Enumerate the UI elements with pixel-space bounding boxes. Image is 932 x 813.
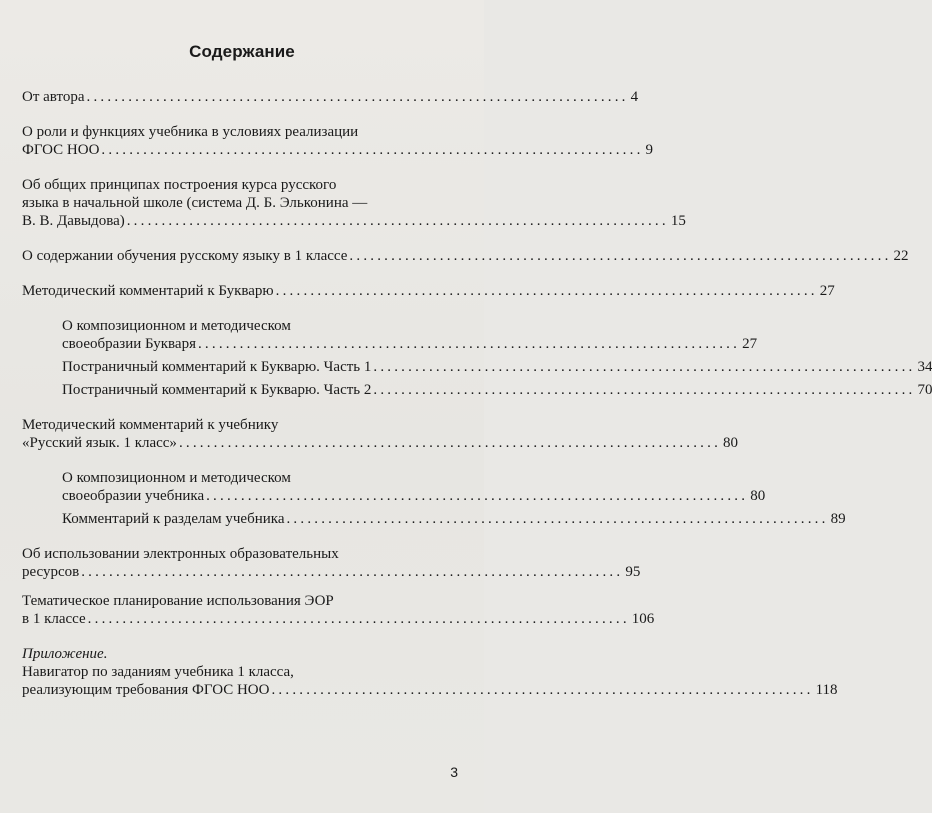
toc-page-number: 70 xyxy=(917,382,932,398)
leader-dots: .............................................................................. xyxy=(101,142,644,158)
toc-entry-section-commentary[interactable] xyxy=(62,510,846,528)
toc-entry-textbook-composition[interactable] xyxy=(62,469,766,505)
toc-page-number: 80 xyxy=(723,435,739,451)
toc-entry-text: ресурсов xyxy=(22,564,80,580)
toc-entry-role-of-textbook[interactable] xyxy=(22,123,654,159)
toc-entry-text: Комментарий к разделам учебника xyxy=(62,511,285,527)
toc-entry-text: В. В. Давыдова) xyxy=(22,213,125,229)
toc-entry-primer-commentary[interactable] xyxy=(22,282,835,300)
leader-dots: .............................................................................. xyxy=(86,89,629,105)
toc-title: Содержание xyxy=(189,42,295,61)
toc-page-number: 106 xyxy=(631,611,655,627)
toc-entry-text: Об общих принципах построения курса русского xyxy=(22,177,337,193)
toc-page-number: 80 xyxy=(750,488,766,504)
toc-entry-text: Тематическое планирование использования ЭОР xyxy=(22,593,334,609)
toc-entry-text: своеобразии учебника xyxy=(62,488,205,504)
toc-entry-text: Методический комментарий к учебнику xyxy=(22,417,279,433)
toc-entry-from-author[interactable] xyxy=(22,88,639,106)
toc-page-number: 9 xyxy=(645,142,654,158)
leader-dots: .............................................................................. xyxy=(275,283,818,299)
toc-entry-content-grade-1[interactable] xyxy=(22,247,909,265)
toc-entry-primer-page-commentary-1[interactable] xyxy=(62,358,932,376)
leader-dots: .............................................................................. xyxy=(271,682,814,698)
toc-entry-text: языка в начальной школе (система Д. Б. Эльконина — xyxy=(22,195,368,211)
toc-entry-text: в 1 классе xyxy=(22,611,86,627)
toc-entry-eor-planning[interactable] xyxy=(22,592,655,628)
toc-page-number: 34 xyxy=(917,359,932,375)
toc-entry-text: О композиционном и методическом xyxy=(62,470,291,486)
toc-page-number: 95 xyxy=(625,564,641,580)
toc-entry-text: Постраничный комментарий к Букварю. Часть 1 xyxy=(62,359,372,375)
toc-entry-primer-composition[interactable] xyxy=(62,317,758,353)
toc-entry-primer-page-commentary-2[interactable] xyxy=(62,381,932,399)
toc-page-number: 89 xyxy=(830,511,846,527)
toc-entry-textbook-commentary[interactable] xyxy=(22,416,739,452)
toc-entry-text: «Русский язык. 1 класс» xyxy=(22,435,177,451)
toc-entry-text: О композиционном и методическом xyxy=(62,318,291,334)
toc-page-number: 15 xyxy=(670,213,686,229)
toc-entry-text: Постраничный комментарий к Букварю. Часть 2 xyxy=(62,382,372,398)
leader-dots: .............................................................................. xyxy=(349,248,892,264)
leader-dots: .............................................................................. xyxy=(81,564,624,580)
appendix-label: Приложение. xyxy=(22,646,108,662)
leader-dots: .............................................................................. xyxy=(373,359,916,375)
toc-page-number: 118 xyxy=(815,682,838,698)
toc-entry-text: Методический комментарий к Букварю xyxy=(22,283,274,299)
toc-entry-text: Навигатор по заданиям учебника 1 класса, xyxy=(22,664,294,680)
leader-dots: .............................................................................. xyxy=(373,382,916,398)
page-number: 3 xyxy=(450,764,458,780)
leader-dots: .............................................................................. xyxy=(126,213,669,229)
leader-dots: .............................................................................. xyxy=(206,488,749,504)
leader-dots: .............................................................................. xyxy=(178,435,722,451)
toc-entry-text: реализующим требования ФГОС НОО xyxy=(22,682,270,698)
toc-page-number: 22 xyxy=(893,248,909,264)
leader-dots: .............................................................................. xyxy=(286,511,829,527)
leader-dots: .............................................................................. xyxy=(87,611,630,627)
toc-entry-text: своеобразии Букваря xyxy=(62,336,196,352)
table-of-contents xyxy=(22,88,932,699)
toc-entry-text: Об использовании электронных образовательных xyxy=(22,546,339,562)
toc-entry-text: О роли и функциях учебника в условиях реализации xyxy=(22,124,359,140)
toc-entry-general-principles[interactable] xyxy=(22,176,686,230)
toc-entry-text: От автора xyxy=(22,89,85,105)
toc-entry-text: О содержании обучения русскому языку в 1 классе xyxy=(22,248,348,264)
toc-page-number: 27 xyxy=(819,283,835,299)
toc-entry-appendix-navigator[interactable] xyxy=(22,645,838,699)
leader-dots: .............................................................................. xyxy=(197,336,741,352)
toc-page-number: 4 xyxy=(630,89,639,105)
toc-entry-text: ФГОС НОО xyxy=(22,142,100,158)
toc-page-number: 27 xyxy=(742,336,758,352)
toc-entry-electronic-resources[interactable] xyxy=(22,545,641,581)
